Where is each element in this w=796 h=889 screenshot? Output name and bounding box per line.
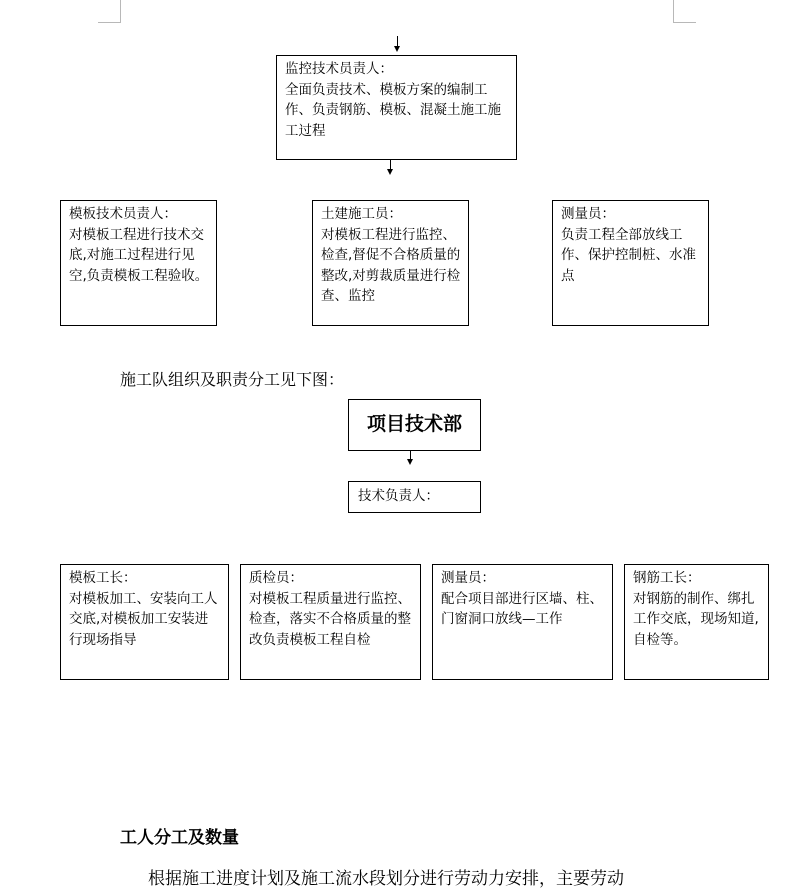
- rebar-foreman-box: [624, 564, 769, 680]
- crop-mark-left-v: [120, 0, 121, 22]
- chart-caption: 施工队组织及职责分工见下图：: [120, 370, 345, 389]
- box-title: 测量员：: [561, 206, 615, 222]
- project-tech-dept-box: 项目技术部: [348, 399, 481, 451]
- arrow-down-icon: [394, 46, 400, 52]
- civil-construction-worker-box: [312, 200, 469, 326]
- box-title: 模板工长：: [69, 570, 137, 586]
- section-paragraph: 根据施工进度计划及施工流水段划分进行劳动力安排，主要劳动: [148, 869, 624, 889]
- surveyor-box: [432, 564, 613, 680]
- surveyor-box: [552, 200, 709, 326]
- box-body: 对模板工程进行技术交底,对施工过程进行见空,负责模板工程验收。: [69, 226, 209, 284]
- box-title: 测量员：: [441, 570, 495, 586]
- crop-mark-left-h: [98, 22, 121, 23]
- monitoring-tech-lead-box: [276, 55, 517, 160]
- box-title: 钢筋工长：: [633, 570, 701, 586]
- quality-inspector-box: [240, 564, 421, 680]
- box-title: 监控技术员责人：: [285, 61, 393, 77]
- box-title: 质检员：: [249, 570, 303, 586]
- box-body: 全面负责技术、模板方案的编制工作、负责钢筋、模板、混凝土施工施工过程: [285, 81, 501, 139]
- box-body: 负责工程全部放线工作、保护控制桩、水准点: [561, 226, 696, 284]
- crop-mark-right-h: [673, 22, 696, 23]
- box-title: 模板技术员责人：: [69, 206, 177, 222]
- box-body: 对钢筋的制作、绑扎工作交底，现场知道,自检等。: [633, 590, 759, 648]
- crop-mark-right-v: [673, 0, 674, 22]
- box-body: 配合项目部进行区墙、柱、门窗洞口放线—工作: [441, 590, 603, 627]
- arrow-down-icon: [387, 169, 393, 175]
- section-heading: 工人分工及数量: [120, 828, 239, 848]
- arrow-down-icon: [407, 459, 413, 465]
- formwork-tech-lead-box: [60, 200, 217, 326]
- box-title: 土建施工员：: [321, 206, 402, 222]
- box-body: 对模板工程质量进行监控、检查，落实不合格质量的整改负责模板工程自检: [249, 590, 411, 648]
- box-body: 对模板工程进行监控、检查,督促不合格质量的整改,对剪裁质量进行检查、监控: [321, 226, 461, 304]
- box-body: 对模板加工、安装向工人交底,对模板加工安装进行现场指导: [69, 590, 218, 648]
- tech-lead-box: 技术负责人：: [348, 481, 481, 513]
- formwork-foreman-box: [60, 564, 229, 680]
